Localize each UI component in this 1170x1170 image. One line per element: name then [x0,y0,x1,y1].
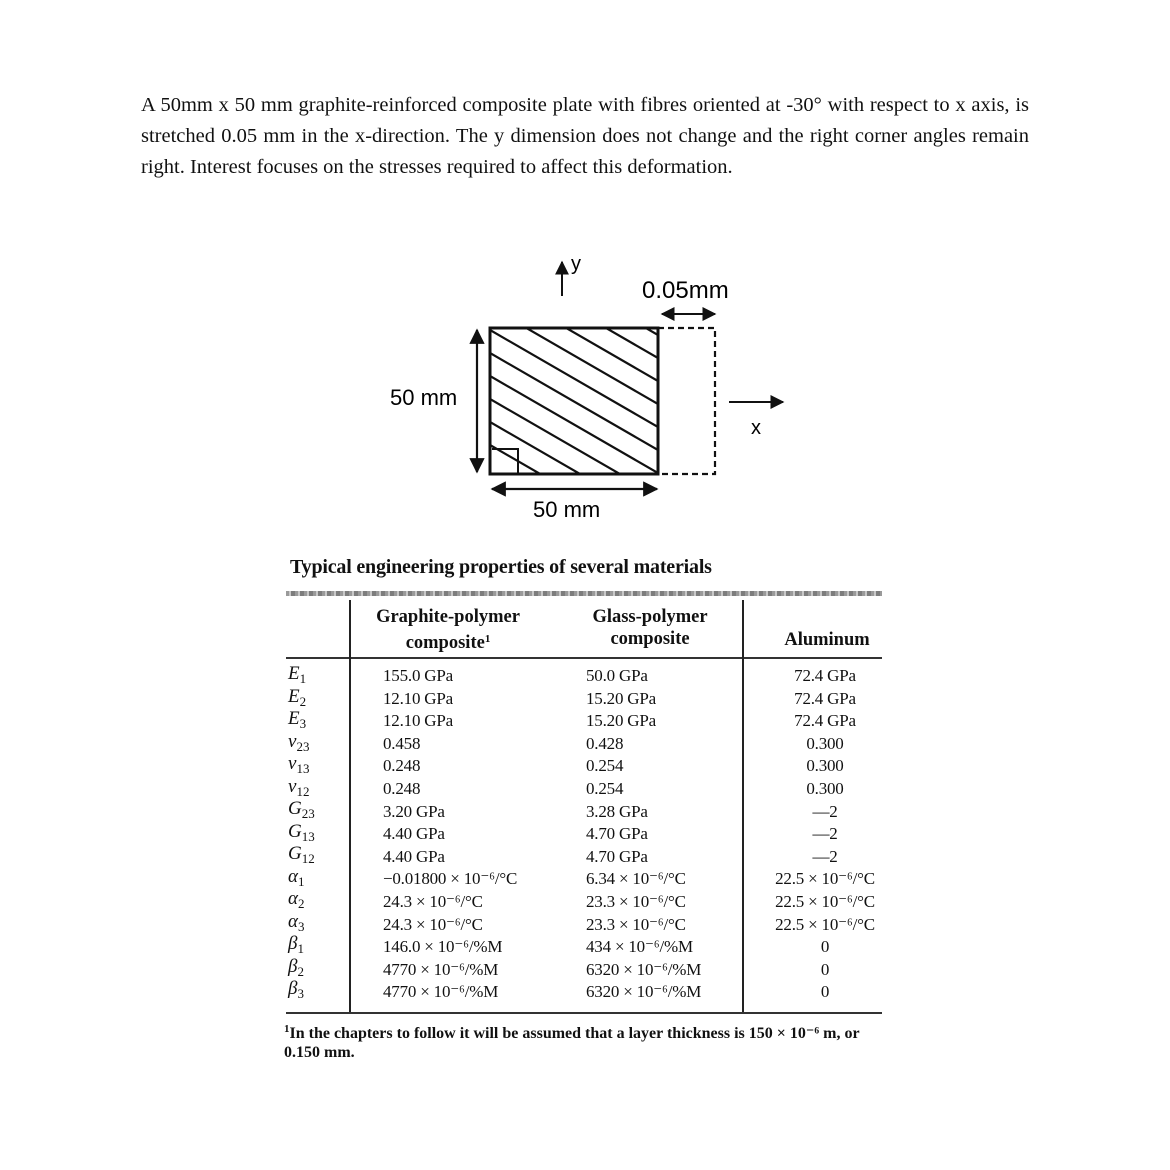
glass-value-cell: 6320 × 10⁻⁶/%M [586,982,702,1002]
aluminum-value-cell: 0.300 [806,778,844,798]
glass-value-cell: 0.254 [586,756,624,776]
header-glass [570,606,730,650]
graphite-values-column [383,665,517,1004]
aluminum-value-cell: 0 [820,937,830,957]
aluminum-value-cell: —2 [812,846,838,866]
header-graphite-note: 1 [484,633,491,645]
table-footnote [284,1020,884,1062]
aluminum-value-cell: 22.5 × 10⁻⁶/°C [775,891,875,911]
property-symbol [288,956,343,979]
header-glass-line2: composite [610,629,690,649]
graphite-value-cell: 4770 × 10⁻⁶/%M [383,959,499,979]
symbol-subscript: 1 [297,873,305,889]
table-header-rule [286,657,882,659]
header-aluminum: Aluminum [784,630,870,650]
property-symbol [288,798,343,821]
graphite-value-cell: 12.10 GPa [383,711,453,731]
property-symbol [288,821,343,844]
glass-value-cell: 15.20 GPa [586,711,656,731]
aluminum-value-cell: 0.300 [806,733,844,753]
symbol-subscript: 2 [297,963,304,979]
glass-value-cell: 0.428 [586,733,624,753]
header-glass-line1: Glass-polymer [592,607,708,627]
table-bottom-rule [286,1012,882,1014]
property-symbol [288,843,343,866]
footnote-text: In the chapters to follow it will be assumed that a layer thickness is 150 × 10⁻⁶ m, or 0.150 mm. [284,1025,860,1061]
header-graphite-line2: composite [405,633,485,653]
width-label: 50 mm [533,497,601,522]
symbol-letter: ν [288,753,297,774]
graphite-value-cell: 24.3 × 10⁻⁶/°C [383,914,483,934]
symbol-letter: β [288,978,298,999]
aluminum-value-cell: 0 [820,959,830,979]
x-axis-label: x [751,417,761,439]
aluminum-value-cell: 22.5 × 10⁻⁶/°C [775,869,875,889]
table-divider-2 [742,600,744,1012]
graphite-value-cell: 12.10 GPa [383,688,453,708]
graphite-value-cell: −0.01800 × 10⁻⁶/°C [383,869,518,889]
problem-text: A 50mm x 50 mm graphite-reinforced composite plate with fibres oriented at -30° with respect to x axis, is stretched 0.05 mm in the x-direction. The y dimension does not change and the right corner angles remain right. Interest focuses on the stresses required to affect this deformation. [141,94,1029,178]
glass-value-cell: 0.254 [586,778,624,798]
property-symbol [288,708,343,731]
property-symbol [288,933,343,956]
symbol-letter: E [288,708,300,729]
header-graphite [358,606,538,654]
footnote-marker: 1 [284,1023,290,1035]
plate-deformation-diagram [0,0,1170,560]
symbol-letter: α [288,865,298,887]
graphite-value-cell: 0.248 [383,778,421,798]
symbol-subscript: 13 [296,761,310,776]
property-symbol [288,731,343,754]
symbol-subscript: 3 [297,918,305,934]
property-symbol [288,686,343,709]
y-axis-label: y [571,253,581,275]
stretch-label: 0.05mm [642,277,729,304]
symbol-letter: E [288,663,300,684]
glass-value-cell: 50.0 GPa [586,666,648,685]
graphite-value-cell: 3.20 GPa [383,801,445,821]
symbol-subscript: 12 [296,783,310,799]
graphite-value-cell: 155.0 GPa [383,666,453,685]
graphite-value-cell: 4.40 GPa [383,824,445,844]
glass-value-cell: 23.3 × 10⁻⁶/°C [586,891,686,911]
property-symbol [288,911,343,934]
glass-value-cell: 6320 × 10⁻⁶/%M [586,959,702,979]
glass-value-cell: 434 × 10⁻⁶/%M [586,937,693,957]
symbol-subscript: 23 [301,806,315,821]
symbol-subscript: 13 [301,828,315,844]
symbol-subscript: 2 [297,896,305,911]
aluminum-value-cell: —2 [812,801,838,821]
table-title: Typical engineering properties of several materials [290,556,712,578]
property-symbol [288,776,343,799]
property-symbol [288,663,343,686]
symbol-subscript: 1 [297,941,304,956]
symbol-subscript: 2 [299,693,307,709]
aluminum-value-cell: 0.300 [806,756,844,776]
glass-value-cell: 6.34 × 10⁻⁶/°C [586,869,686,889]
height-label: 50 mm [390,385,458,410]
glass-value-cell: 15.20 GPa [586,688,656,708]
symbol-letter: G [288,843,302,864]
symbol-letter: ν [288,775,297,797]
graphite-value-cell: 146.0 × 10⁻⁶/%M [383,937,503,957]
graphite-value-cell: 24.3 × 10⁻⁶/°C [383,891,483,911]
symbol-letter: G [288,820,302,842]
property-symbol-column [288,663,343,1001]
property-symbol [288,888,343,911]
property-symbol [288,978,343,1001]
aluminum-value-cell: 72.4 GPa [794,711,856,731]
symbol-subscript: 3 [299,716,307,731]
graphite-value-cell: 0.458 [383,733,421,753]
symbol-letter: β [288,933,298,954]
symbol-subscript: 12 [301,851,315,866]
glass-value-cell: 4.70 GPa [586,824,648,844]
aluminum-values-column [760,665,890,1004]
property-symbol [288,866,343,889]
glass-values-column [586,665,701,1004]
symbol-letter: α [288,910,298,932]
aluminum-value-cell: 72.4 GPa [794,688,856,708]
symbol-subscript: 1 [299,671,307,686]
aluminum-value-cell: 72.4 GPa [794,666,856,685]
graphite-value-cell: 4.40 GPa [383,846,445,866]
table-divider-1 [349,600,351,1012]
symbol-letter: α [288,888,298,909]
aluminum-value-cell: —2 [812,824,838,844]
graphite-value-cell: 0.248 [383,756,421,776]
header-graphite-line1: Graphite-polymer [376,607,520,627]
symbol-letter: G [288,798,302,819]
glass-value-cell: 23.3 × 10⁻⁶/°C [586,914,686,934]
aluminum-value-cell: 0 [820,982,830,1002]
glass-value-cell: 4.70 GPa [586,846,648,866]
symbol-letter: ν [288,730,297,752]
symbol-letter: E [288,685,300,707]
symbol-letter: β [288,955,298,977]
graphite-value-cell: 4770 × 10⁻⁶/%M [383,982,499,1002]
deformed-outline [658,328,715,474]
aluminum-value-cell: 22.5 × 10⁻⁶/°C [775,914,875,934]
symbol-subscript: 3 [297,986,304,1001]
property-symbol [288,753,343,776]
table-top-rule [286,591,882,596]
glass-value-cell: 3.28 GPa [586,801,648,821]
symbol-subscript: 23 [296,738,310,754]
